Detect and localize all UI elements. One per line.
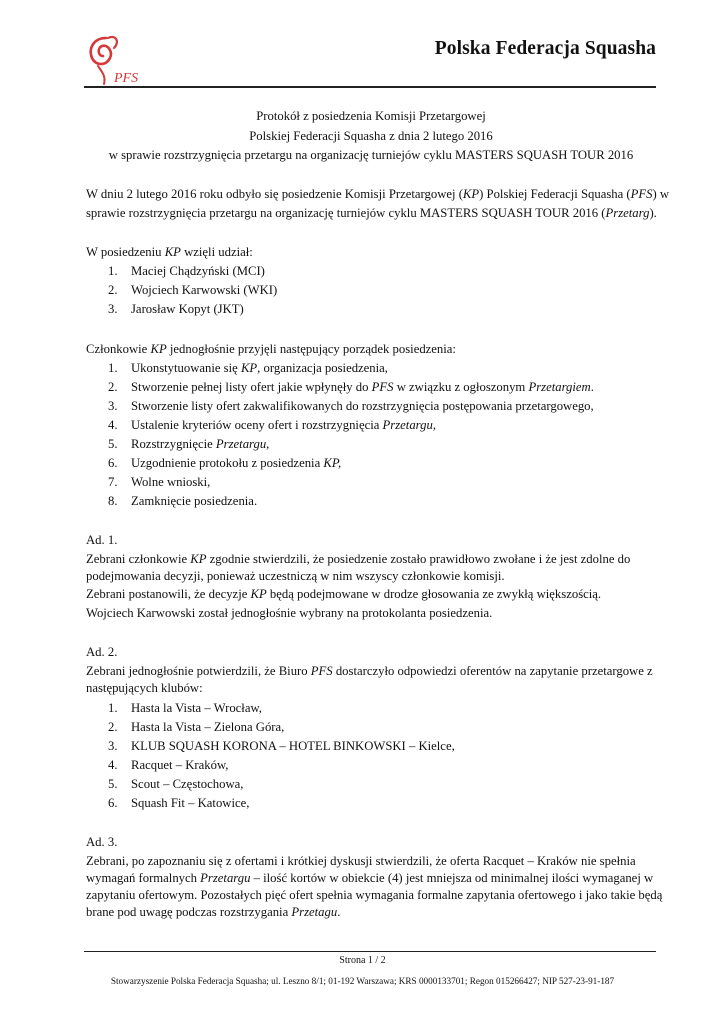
list-item: 1. Ukonstytuowanie się KP, organizacja posiedzenia,	[108, 361, 388, 375]
ad2-line-1: Zebrani jednogłośnie potwierdzili, że Biuro PFS dostarczyło odpowiedzi oferentów na zapytanie przetargowe z	[86, 664, 653, 678]
list-item: 2. Hasta la Vista – Zielona Góra,	[108, 720, 285, 734]
list-item: 1. Hasta la Vista – Wrocław,	[108, 701, 262, 715]
intro-line-2: sprawie rozstrzygnięcia przetargu na organizację turniejów cyklu MASTERS SQUASH TOUR 2016 (Przetarg).	[86, 206, 657, 220]
ad1-line-2: podejmowania decyzji, ponieważ uczestniczą w nim wszyscy członkowie komisji.	[86, 569, 505, 583]
list-item: 5. Rozstrzygnięcie Przetargu,	[108, 437, 270, 451]
list-item: 4. Racquet – Kraków,	[108, 758, 229, 772]
ad1-line-1: Zebrani członkowie KP zgodnie stwierdzili, że posiedzenie zostało prawidłowo zwołane i że jest zdolne do	[86, 552, 631, 566]
ad3-line-1: Zebrani, po zapoznaniu się z ofertami i krótkiej dyskusji stwierdzili, że oferta Racquet – Kraków nie spełnia	[86, 854, 636, 868]
ad1-line-3: Zebrani postanowili, że decyzje KP będą podejmowane w drodze głosowania ze zwykłą większością.	[86, 587, 602, 601]
list-item: 6. Uzgodnienie protokołu z posiedzenia KP,	[108, 456, 342, 470]
list-item: 2. Wojciech Karwowski (WKI)	[108, 283, 278, 297]
section-heading-ad2: Ad. 2.	[86, 645, 118, 659]
logo-text: PFS	[114, 71, 139, 86]
agenda-lead: Członkowie KP jednogłośnie przyjęli następujący porządek posiedzenia:	[86, 342, 456, 356]
doc-title-line-3: w sprawie rozstrzygnięcia przetargu na organizację turniejów cyklu MASTERS SQUASH TOUR 2016	[108, 148, 634, 162]
list-item: 2. Stworzenie pełnej listy ofert jakie wpłynęły do PFS w związku z ogłoszonym Przetargiem.	[108, 380, 594, 394]
page-header	[84, 28, 656, 88]
header-divider	[84, 86, 656, 88]
doc-title-line-2: Polskiej Federacji Squasha z dnia 2 lutego 2016	[249, 129, 493, 143]
list-item: 3. Jarosław Kopyt (JKT)	[108, 302, 244, 316]
list-item: 8. Zamknięcie posiedzenia.	[108, 494, 258, 508]
list-item: 6. Squash Fit – Katowice,	[108, 796, 250, 810]
participants-lead: W posiedzeniu KP wzięli udział:	[86, 245, 253, 259]
list-item: 4. Ustalenie kryteriów oceny ofert i rozstrzygnięcia Przetargu,	[108, 418, 436, 432]
list-item: 3. KLUB SQUASH KORONA – HOTEL BINKOWSKI – Kielce,	[108, 739, 455, 753]
list-item: 7. Wolne wnioski,	[108, 475, 211, 489]
intro-line-1: W dniu 2 lutego 2016 roku odbyło się posiedzenie Komisji Przetargowej (KP) Polskiej Federacji Squasha (PFS) w	[86, 187, 670, 201]
organization-title: Polska Federacja Squasha	[434, 38, 656, 59]
ad3-line-2: wymagań formalnych Przetargu – ilość kortów w obiekcie (4) jest mniejsza od minimalnej ilości wymaganej w	[86, 871, 654, 885]
footer-address: Stowarzyszenie Polska Federacja Squasha; ul. Leszno 8/1; 01-192 Warszawa; KRS 0000133701; Regon 015266427; NIP 527-23-91-187	[110, 976, 615, 986]
section-heading-ad1: Ad. 1.	[86, 533, 118, 547]
page-number: Strona 1 / 2	[339, 955, 386, 966]
ad1-line-4: Wojciech Karwowski został jednogłośnie wybrany na protokolanta posiedzenia.	[86, 606, 493, 620]
list-item: 5. Scout – Częstochowa,	[108, 777, 244, 791]
doc-title-line-1: Protokół z posiedzenia Komisji Przetargowej	[256, 109, 486, 123]
ad3-line-3: zapytaniu ofertowym. Pozostałych pięć ofert spełnia wymagania formalne zapytania ofertowego i jako takie będą	[86, 888, 663, 902]
ad2-line-2: następujących klubów:	[86, 681, 203, 695]
list-item: 1. Maciej Chądzyński (MCI)	[108, 264, 265, 278]
list-item: 3. Stworzenie listy ofert zakwalifikowanych do rozstrzygnięcia postępowania przetargowego,	[108, 399, 594, 413]
footer-divider	[84, 951, 656, 952]
section-heading-ad3: Ad. 3.	[86, 835, 118, 849]
pfs-logo	[84, 32, 150, 88]
ad3-line-4: brane pod uwagę podczas rozstrzygania Przetagu.	[86, 905, 341, 919]
